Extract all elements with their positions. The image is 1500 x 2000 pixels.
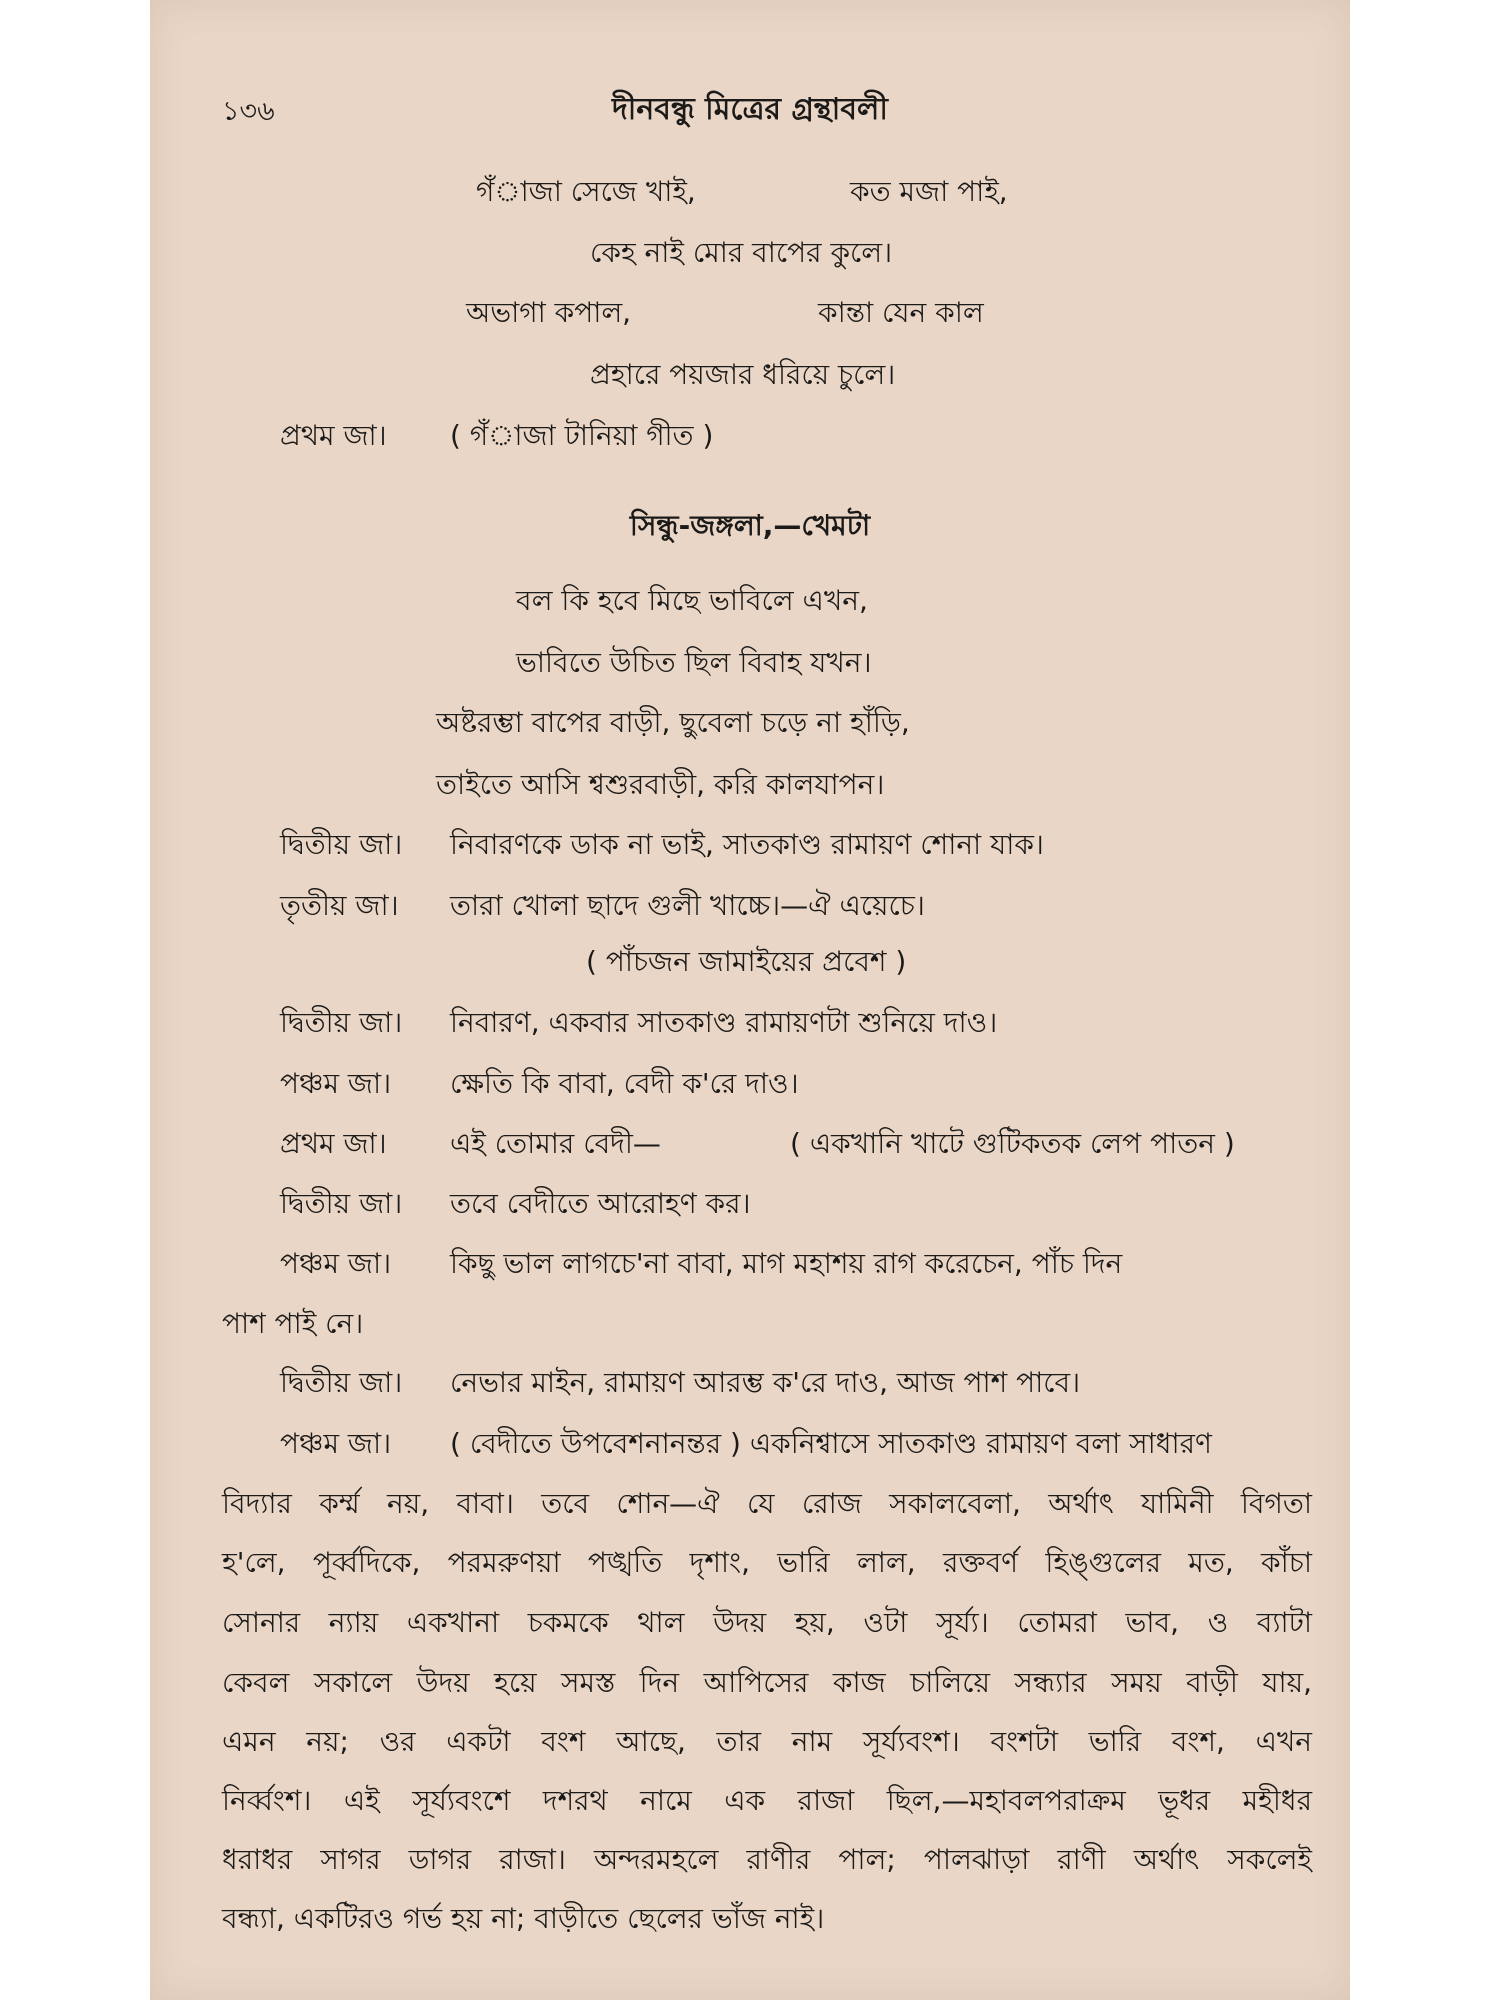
dialogue-line xyxy=(280,1184,751,1224)
speaker-name: প্রথম জা। xyxy=(280,419,387,452)
dialogue-line xyxy=(280,1124,661,1164)
paragraph-text: ( বেদীতে উপবেশনানন্তর ) একনিশ্বাসে সাতকাণ্ড রামায়ণ বলা সাধারণ xyxy=(450,1427,1212,1460)
paragraph-line: পাশ পাই নে। xyxy=(222,1307,364,1340)
dialogue-line xyxy=(280,1003,997,1043)
dialogue-line xyxy=(280,886,925,926)
dialogue-text: নিবারণকে ডাক না ভাই, সাতকাণ্ড রামায়ণ শোনা যাক। xyxy=(450,828,1044,861)
stage-direction: ( পাঁচজন জামাইয়ের প্রবেশ ) xyxy=(586,945,907,978)
dialogue-text: ( গঁাজা টানিয়া গীত ) xyxy=(450,419,714,452)
paragraph-line: ধরাধর সাগর ডাগর রাজা। অন্দরমহলে রাণীর পাল; পালঝাড়া রাণী অর্থাৎ সকলেই xyxy=(222,1843,1312,1876)
paragraph-line: নির্ব্বংশ। এই সূর্য্যবংশে দশরথ নামে এক রাজা ছিল,—মহাবলপরাক্রম ভূধর মহীধর xyxy=(222,1784,1312,1817)
song-line: ভাবিতে উচিত ছিল বিবাহ যখন। xyxy=(516,646,872,679)
speaker-name: পঞ্চম জা। xyxy=(280,1067,392,1100)
speaker-name: দ্বিতীয় জা। xyxy=(280,828,403,861)
dialogue-text: নিবারণ, একবার সাতকাণ্ড রামায়ণটা শুনিয়ে দাও। xyxy=(450,1006,998,1039)
dialogue-text: ক্ষেতি কি বাবা, বেদী ক'রে দাও। xyxy=(450,1067,799,1100)
paragraph-line xyxy=(280,1424,1212,1464)
song-line: গঁাজা সেজে খাই, xyxy=(476,175,696,208)
dialogue-text: তারা খোলা ছাদে গুলী খাচ্চে।—ঐ এয়েচে। xyxy=(450,889,925,922)
speaker-name: দ্বিতীয় জা। xyxy=(280,1366,403,1399)
paragraph-line: বন্ধ্যা, একটিরও গর্ভ হয় না; বাড়ীতে ছেলের ভাঁজ নাই। xyxy=(222,1902,825,1935)
paragraph-line xyxy=(280,1244,1330,1284)
paragraph-line: হ'লে, পূর্ব্বদিকে, পরমরুণয়া পঙ্খতি দৃশাং, ভারি লাল, রক্তবর্ণ হিঙ্গুলের মত, কাঁচা xyxy=(222,1546,1312,1579)
song-line: তাইতে আসি শ্বশুরবাড়ী, করি কালযাপন। xyxy=(436,768,885,801)
song-line: কান্তা যেন কাল xyxy=(818,296,984,329)
song-line: কত মজা পাই, xyxy=(850,175,1008,208)
page-number: ১৩৬ xyxy=(222,96,275,127)
raga-tala: সিন্ধু-জঙ্গলা,—খেমটা xyxy=(629,509,871,542)
dialogue-line xyxy=(280,1363,1080,1403)
paragraph-line: এমন নয়; ওর একটা বংশ আছে, তার নাম সূর্য্যবংশ। বংশটা ভারি বংশ, এখন xyxy=(222,1725,1312,1758)
running-title: দীনবন্ধু মিত্রের গ্রন্থাবলী xyxy=(612,92,888,127)
song-line: অভাগা কপাল, xyxy=(466,296,632,329)
song-line: অষ্টরম্ভা বাপের বাড়ী, ছুবেলা চড়ে না হাঁড়ি, xyxy=(436,706,910,739)
dialogue-line xyxy=(280,1064,799,1104)
speaker-name: দ্বিতীয় জা। xyxy=(280,1006,403,1039)
speaker-name: তৃতীয় জা। xyxy=(280,889,399,922)
dialogue-line xyxy=(280,416,713,456)
speaker-name: প্রথম জা। xyxy=(280,1127,387,1160)
speaker-name: দ্বিতীয় জা। xyxy=(280,1187,403,1220)
book-page xyxy=(150,0,1350,2000)
speaker-name: পঞ্চম জা। xyxy=(280,1427,392,1460)
paragraph-text: কিছু ভাল লাগচে'না বাবা, মাগ মহাশয় রাগ করেচেন, পাঁচ দিন xyxy=(450,1247,1123,1280)
dialogue-text: নেভার মাইন, রামায়ণ আরম্ভ ক'রে দাও, আজ পাশ পাবে। xyxy=(450,1366,1081,1399)
paragraph-line: কেবল সকালে উদয় হয়ে সমস্ত দিন আপিসের কাজ চালিয়ে সন্ধ্যার সময় বাড়ী যায়, xyxy=(222,1666,1312,1699)
paragraph-line: বিদ্যার কর্ম্ম নয়, বাবা। তবে শোন—ঐ যে রোজ সকালবেলা, অর্থাৎ যামিনী বিগতা xyxy=(222,1487,1312,1520)
song-line: বল কি হবে মিছে ভাবিলে এখন, xyxy=(516,584,868,617)
paragraph-line: সোনার ন্যায় একখানা চকমকে থাল উদয় হয়, ওটা সূর্য্য। তোমরা ভাব, ও ব্যাটা xyxy=(222,1606,1312,1639)
dialogue-text: তবে বেদীতে আরোহণ কর। xyxy=(450,1187,751,1220)
stage-aside: ( একখানি খাটে গুটিকতক লেপ পাতন ) xyxy=(790,1127,1235,1160)
dialogue-line xyxy=(280,825,1044,865)
dialogue-text: এই তোমার বেদী— xyxy=(450,1127,661,1160)
speaker-name: পঞ্চম জা। xyxy=(280,1247,392,1280)
song-line: প্রহারে পয়জার ধরিয়ে চুলে। xyxy=(590,358,896,391)
song-line: কেহ নাই মোর বাপের কুলে। xyxy=(590,236,893,269)
